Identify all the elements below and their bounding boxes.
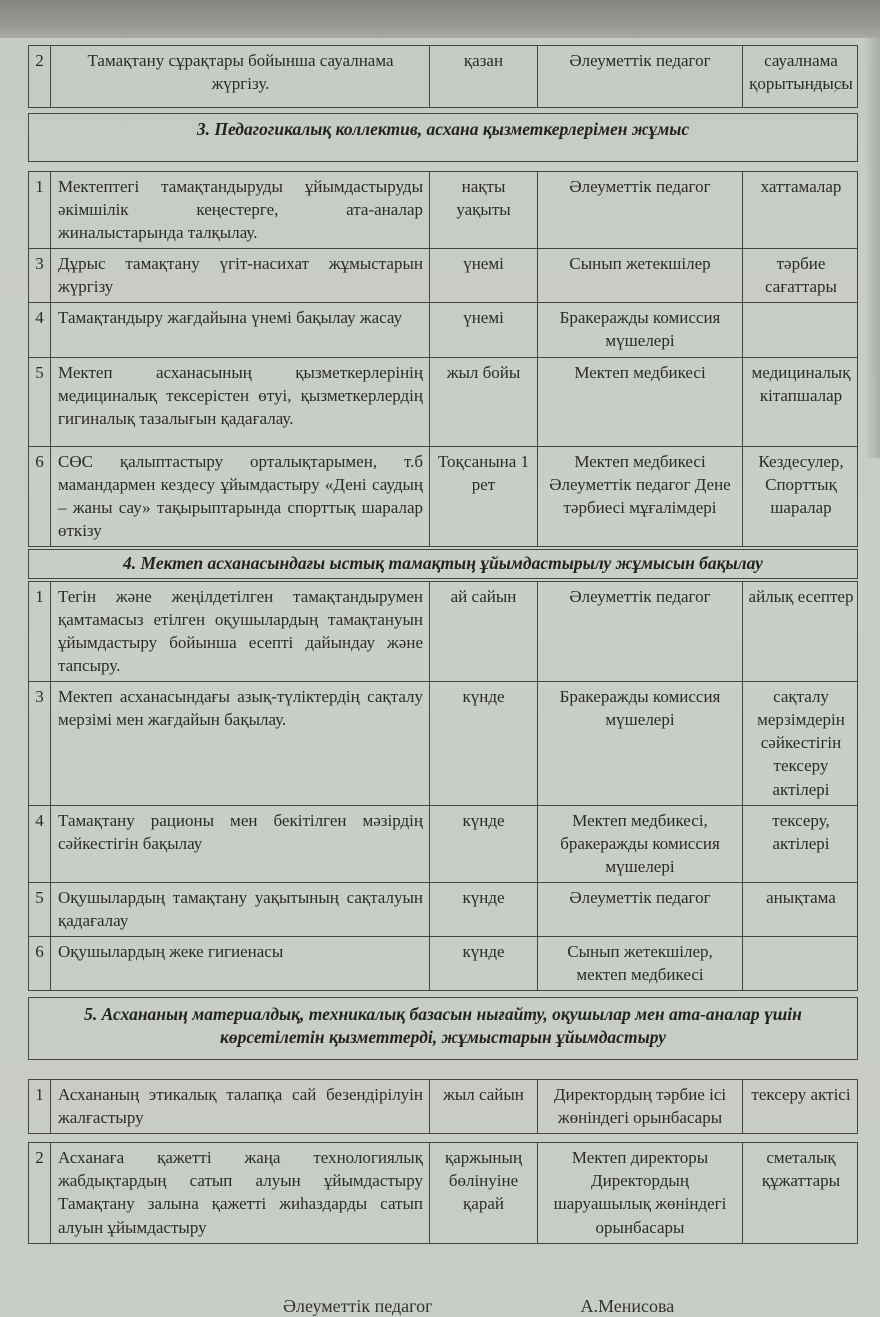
time-cell: күнде: [429, 806, 537, 882]
table-row: [28, 1079, 858, 1134]
task-cell: Оқушылардың жеке гигиенасы: [50, 937, 429, 990]
row-number-cell: 4: [35, 810, 44, 830]
time-cell: Тоқсанына 1 рет: [429, 447, 537, 546]
task-cell: Тамақтану сұрақтары бойынша сауалнама жүргізу.: [50, 46, 429, 107]
row-number-cell: 6: [35, 451, 44, 471]
signature-line: [28, 1296, 858, 1317]
row-number-cell: 3: [35, 687, 44, 707]
row-number-cell: 5: [35, 362, 44, 382]
table-row: [28, 447, 858, 547]
responsible-cell: Әлеуметтік педагог: [537, 883, 742, 936]
table-row: [28, 581, 858, 682]
task-cell: Тамақтану рационы мен бекітілген мәзірдің сәйкестігін бақылау: [50, 806, 429, 882]
section-header-4: 4. Мектеп асханасындағы ыстық тамақтың ұйымдастырылу жұмысын бақылау: [28, 549, 858, 579]
result-cell: тәрбие сағаттары: [742, 249, 859, 302]
responsible-cell: Әлеуметтік педагог: [537, 46, 742, 107]
result-cell: Кездесулер, Спорттық шаралар: [742, 447, 859, 546]
time-cell: күнде: [429, 883, 537, 936]
task-cell: СӨС қалыптастыру орталықтарымен, т.б мамандармен кездесу ұйымдастыру «Дені саудың – жаны сау» тақырыптарында спорттық шаралар өткізу: [50, 447, 429, 546]
task-cell: Мектеп асханасының қызметкерлерінің медициналық тексерістен өтуі, қызметкерлердің гигиналық тазалығын қадағалау.: [50, 358, 429, 446]
task-cell: Тегін және жеңілдетілген тамақтандырумен қамтамасыз етілген оқушылардың тамақтануын ұйымдастыру бойынша есепті дайындау және тапсыру.: [50, 582, 429, 681]
responsible-cell: Әлеуметтік педагог: [537, 172, 742, 248]
table-row: [28, 358, 858, 447]
table-row: [28, 682, 858, 806]
row-number-cell: 1: [35, 176, 44, 196]
time-cell: үнемі: [429, 303, 537, 356]
row-number-cell: 4: [35, 308, 44, 328]
task-cell: Мектеп асханасындағы азық-түліктердің сақталу мерзімі мен жағдайын бақылау.: [50, 682, 429, 805]
result-cell: тексеру актісі: [742, 1080, 859, 1133]
photo-background-band: [0, 0, 880, 38]
row-number-cell: 2: [35, 1148, 44, 1168]
table-row: [28, 806, 858, 883]
signature-role: Әлеуметтік педагог: [283, 1295, 433, 1316]
responsible-cell: Бракеражды комиссия мүшелері: [537, 303, 742, 356]
row-number-cell: 1: [35, 586, 44, 606]
time-cell: жыл сайын: [429, 1080, 537, 1133]
table-row: [28, 249, 858, 303]
result-cell: хаттамалар: [742, 172, 859, 248]
time-cell: үнемі: [429, 249, 537, 302]
time-cell: нақты уақыты: [429, 172, 537, 248]
table-row: [28, 45, 858, 108]
row-number-cell: 1: [35, 1084, 44, 1104]
row-number-cell: 6: [35, 942, 44, 962]
result-cell: тексеру, актілері: [742, 806, 859, 882]
task-cell: Тамақтандыру жағдайына үнемі бақылау жасау: [50, 303, 429, 356]
document-table: [28, 45, 858, 1317]
time-cell: күнде: [429, 682, 537, 805]
row-number-cell: 3: [35, 254, 44, 274]
result-cell: медициналық кітапшалар: [742, 358, 859, 446]
time-cell: күнде: [429, 937, 537, 990]
result-cell: анықтама: [742, 883, 859, 936]
responsible-cell: Бракеражды комиссия мүшелері: [537, 682, 742, 805]
time-cell: жыл бойы: [429, 358, 537, 446]
section-header-3: 3. Педагогикалық коллектив, асхана қызметкерлерімен жұмыс: [28, 113, 858, 162]
task-cell: Мектептегі тамақтандыруды ұйымдастыруды әкімшілік кеңестерге, ата-аналар жиналыстарында талқылау.: [50, 172, 429, 248]
signature-name: А.Менисова: [580, 1295, 675, 1316]
result-cell: сауалнама қорытындысы: [742, 46, 859, 107]
responsible-cell: Мектеп медбикесі Әлеуметтік педагог Дене тәрбиесі мұғалімдері: [537, 447, 742, 546]
responsible-cell: Мектеп директоры Директордың шаруашылық жөніндегі орынбасары: [537, 1143, 742, 1242]
result-cell: сақталу мерзімдерін сәйкестігін тексеру актілері: [742, 682, 859, 805]
responsible-cell: Сынып жетекшілер, мектеп медбикесі: [537, 937, 742, 990]
responsible-cell: Директордың тәрбие ісі жөніндегі орынбасары: [537, 1080, 742, 1133]
table-row: [28, 171, 858, 249]
result-cell: [742, 937, 859, 990]
time-cell: қазан: [429, 46, 537, 107]
task-cell: Оқушылардың тамақтану уақытының сақталуын қадағалау: [50, 883, 429, 936]
time-cell: қаржының бөлінуіне қарай: [429, 1143, 537, 1242]
responsible-cell: Әлеуметтік педагог: [537, 582, 742, 681]
task-cell: Асхананың этикалық талапқа сай безендірілуін жалғастыру: [50, 1080, 429, 1133]
responsible-cell: Мектеп медбикесі: [537, 358, 742, 446]
result-cell: сметалық құжаттары: [742, 1143, 859, 1242]
task-cell: Асханаға қажетті жаңа технологиялық жабдықтардың сатып алуын ұйымдастыру Тамақтану залына қажетті жиһаздарды сатып алуын ұйымдастыру: [50, 1143, 429, 1242]
time-cell: ай сайын: [429, 582, 537, 681]
row-number-cell: 5: [35, 888, 44, 908]
table-row: [28, 303, 858, 357]
section-header-5: 5. Асхананың материалдық, техникалық базасын нығайту, оқушылар мен ата-аналар үшін көрсетілетін қызметтерді, жұмыстарын ұйымдастыру: [28, 997, 858, 1060]
table-row: [28, 1142, 858, 1243]
paper-edge-shadow: [864, 38, 880, 458]
responsible-cell: Сынып жетекшілер: [537, 249, 742, 302]
table-row: [28, 883, 858, 937]
row-number-cell: 2: [35, 51, 44, 70]
responsible-cell: Мектеп медбикесі, бракеражды комиссия мүшелері: [537, 806, 742, 882]
table-row: [28, 937, 858, 991]
task-cell: Дұрыс тамақтану үгіт-насихат жұмыстарын жүргізу: [50, 249, 429, 302]
result-cell: [742, 303, 859, 356]
result-cell: айлық есептер: [742, 582, 859, 681]
